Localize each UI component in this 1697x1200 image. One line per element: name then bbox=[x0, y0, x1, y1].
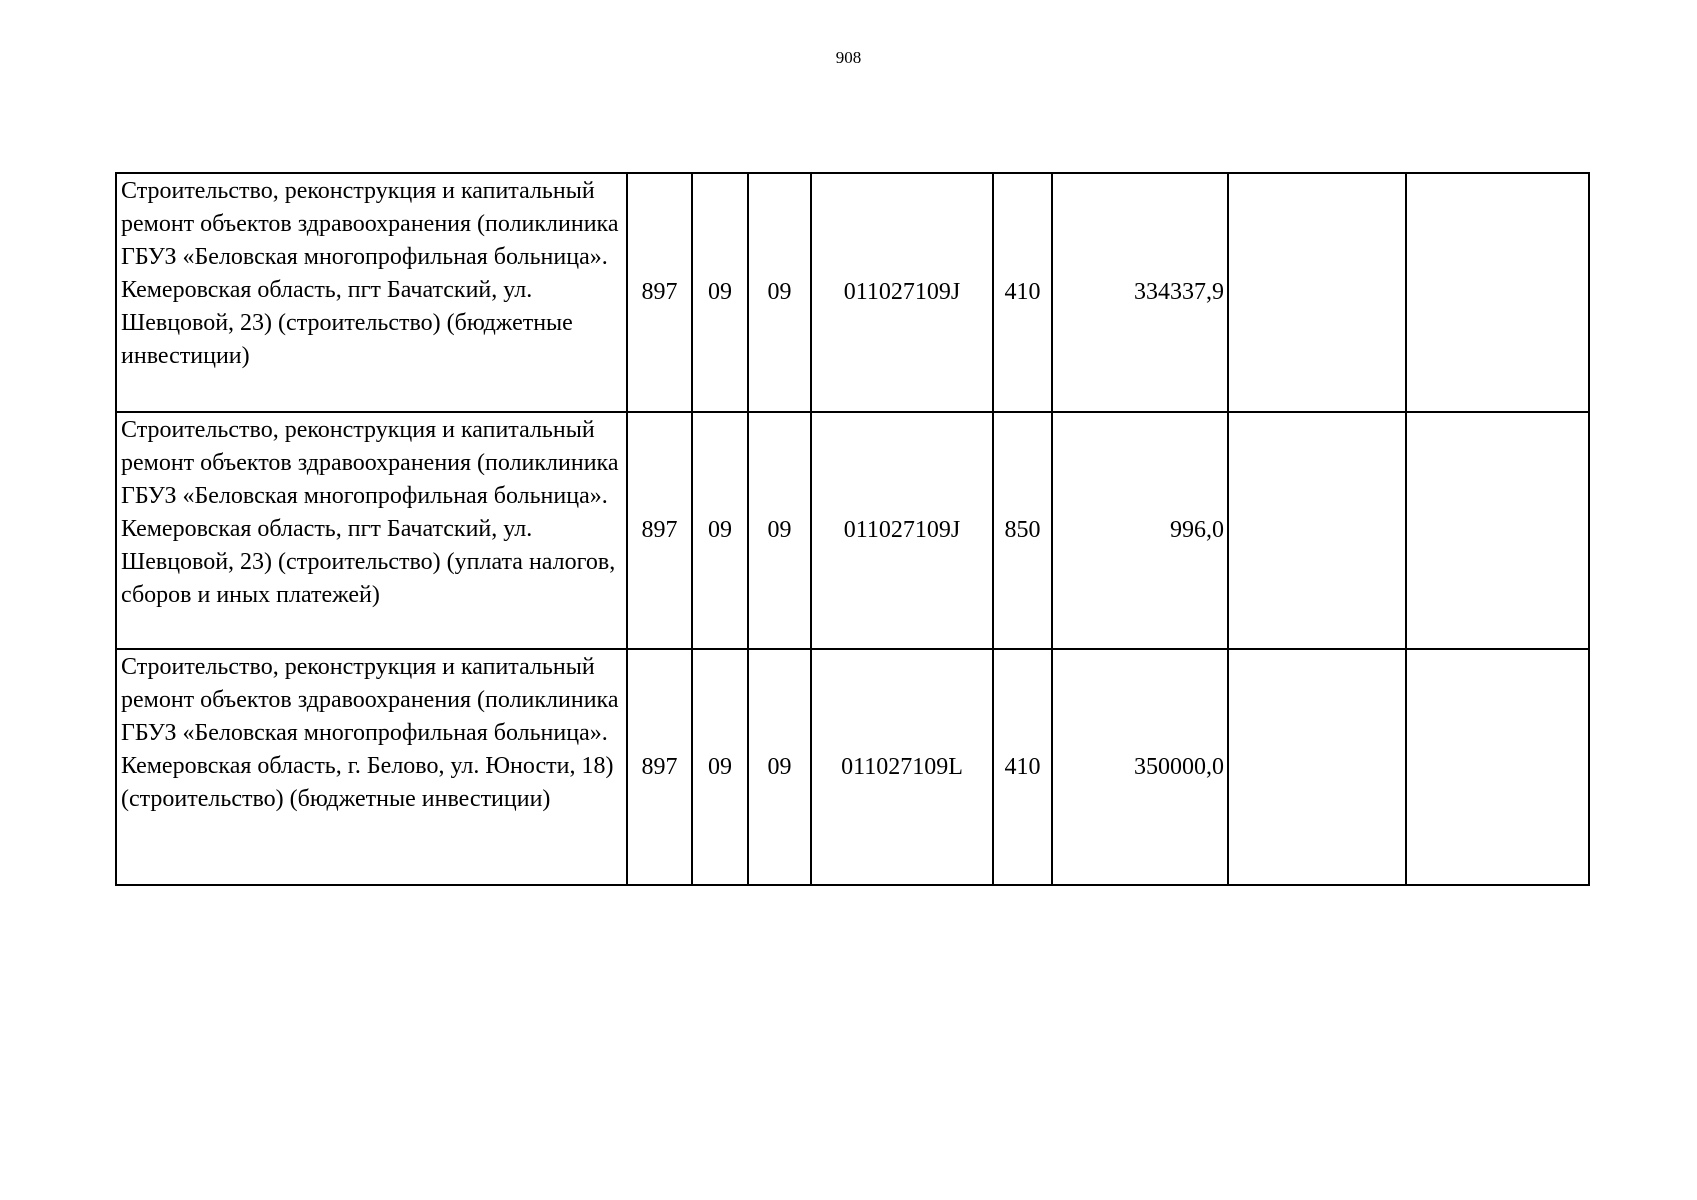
amount-2-cell bbox=[1228, 412, 1406, 649]
target-article-cell: 011027109J bbox=[811, 412, 993, 649]
page-number: 908 bbox=[835, 48, 862, 67]
ministry-code-cell: 897 bbox=[627, 173, 692, 412]
amount-cell: 350000,0 bbox=[1052, 649, 1228, 885]
amount-3-cell bbox=[1406, 412, 1589, 649]
target-article-cell: 011027109L bbox=[811, 649, 993, 885]
subsection-code-cell: 09 bbox=[748, 412, 811, 649]
expense-type-cell: 410 bbox=[993, 649, 1052, 885]
amount-2-cell bbox=[1228, 649, 1406, 885]
table-row bbox=[116, 649, 1589, 885]
section-code-cell: 09 bbox=[692, 649, 748, 885]
budget-table bbox=[115, 172, 1590, 886]
ministry-code-cell: 897 bbox=[627, 649, 692, 885]
table-row bbox=[116, 173, 1589, 412]
amount-cell: 996,0 bbox=[1052, 412, 1228, 649]
subsection-code-cell: 09 bbox=[748, 649, 811, 885]
expense-name-cell: Строительство, реконструкция и капитальный ремонт объектов здравоохранения (поликлиника ГБУЗ «Беловская многопрофильная больница». Кемеровская область, пгт Бачатский, ул. Шевцовой, 23) (строительство) (уплата налогов, сборов и иных платежей) bbox=[116, 412, 627, 649]
target-article-cell: 011027109J bbox=[811, 173, 993, 412]
amount-2-cell bbox=[1228, 173, 1406, 412]
expense-name-cell: Строительство, реконструкция и капитальный ремонт объектов здравоохранения (поликлиника ГБУЗ «Беловская многопрофильная больница». Кемеровская область, пгт Бачатский, ул. Шевцовой, 23) (строительство) (бюджетные инвестиции) bbox=[116, 173, 627, 412]
section-code-cell: 09 bbox=[692, 173, 748, 412]
expense-name-cell: Строительство, реконструкция и капитальный ремонт объектов здравоохранения (поликлиника ГБУЗ «Беловская многопрофильная больница». Кемеровская область, г. Белово, ул. Юности, 18) (строительство) (бюджетные инвестиции) bbox=[116, 649, 627, 885]
expense-type-cell: 850 bbox=[993, 412, 1052, 649]
amount-3-cell bbox=[1406, 173, 1589, 412]
amount-cell: 334337,9 bbox=[1052, 173, 1228, 412]
amount-3-cell bbox=[1406, 649, 1589, 885]
expense-type-cell: 410 bbox=[993, 173, 1052, 412]
subsection-code-cell: 09 bbox=[748, 173, 811, 412]
table-row bbox=[116, 412, 1589, 649]
ministry-code-cell: 897 bbox=[627, 412, 692, 649]
section-code-cell: 09 bbox=[692, 412, 748, 649]
